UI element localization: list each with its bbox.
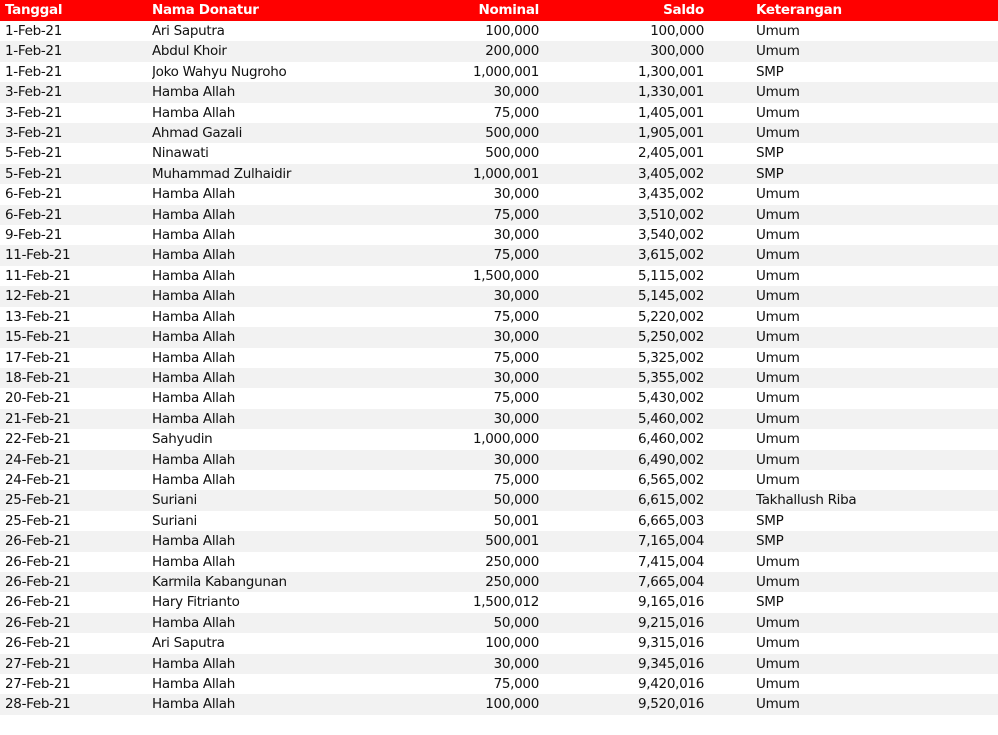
cell-tanggal[interactable]: 1-Feb-21	[0, 62, 152, 82]
cell-saldo[interactable]: 6,460,002	[539, 429, 704, 449]
cell-tanggal[interactable]: 3-Feb-21	[0, 103, 152, 123]
table-row	[0, 450, 998, 470]
cell-saldo[interactable]: 3,615,002	[539, 245, 704, 265]
cell-nama-donatur[interactable]: Hamba Allah	[152, 82, 432, 102]
cell-saldo[interactable]: 100,000	[539, 21, 704, 41]
cell-nominal[interactable]: 500,000	[432, 123, 539, 143]
cell-nominal[interactable]: 50,001	[432, 511, 539, 531]
table-row	[0, 245, 998, 265]
cell-nama-donatur[interactable]: Ari Saputra	[152, 21, 432, 41]
table-row	[0, 143, 998, 163]
cell-tanggal[interactable]: 24-Feb-21	[0, 470, 152, 490]
cell-spacer	[704, 552, 756, 572]
cell-keterangan[interactable]: Takhallush Riba	[756, 490, 998, 510]
cell-spacer	[704, 409, 756, 429]
cell-saldo[interactable]: 5,115,002	[539, 266, 704, 286]
cell-tanggal[interactable]: 1-Feb-21	[0, 21, 152, 41]
cell-saldo[interactable]: 9,315,016	[539, 633, 704, 653]
table-row	[0, 62, 998, 82]
table-row	[0, 82, 998, 102]
cell-saldo[interactable]: 9,420,016	[539, 674, 704, 694]
cell-nama-donatur[interactable]: Hamba Allah	[152, 388, 432, 408]
cell-nominal[interactable]: 75,000	[432, 674, 539, 694]
table-row	[0, 164, 998, 184]
cell-nominal[interactable]: 100,000	[432, 21, 539, 41]
cell-spacer	[704, 511, 756, 531]
cell-saldo[interactable]: 5,460,002	[539, 409, 704, 429]
cell-keterangan[interactable]: Umum	[756, 613, 998, 633]
cell-tanggal[interactable]: 24-Feb-21	[0, 450, 152, 470]
cell-nominal[interactable]: 1,500,012	[432, 592, 539, 612]
cell-spacer	[704, 429, 756, 449]
cell-nama-donatur[interactable]: Hamba Allah	[152, 266, 432, 286]
cell-nama-donatur[interactable]: Karmila Kabangunan	[152, 572, 432, 592]
cell-spacer	[704, 388, 756, 408]
cell-tanggal[interactable]: 26-Feb-21	[0, 633, 152, 653]
column-spacer	[704, 0, 756, 21]
cell-keterangan[interactable]: Umum	[756, 123, 998, 143]
table-row	[0, 592, 998, 612]
table-row	[0, 225, 998, 245]
cell-nominal[interactable]: 100,000	[432, 633, 539, 653]
cell-spacer	[704, 307, 756, 327]
cell-nama-donatur[interactable]: Hamba Allah	[152, 552, 432, 572]
table-row	[0, 266, 998, 286]
cell-nama-donatur[interactable]: Muhammad Zulhaidir	[152, 164, 432, 184]
cell-keterangan[interactable]: Umum	[756, 205, 998, 225]
cell-nominal[interactable]: 75,000	[432, 388, 539, 408]
cell-keterangan[interactable]: Umum	[756, 184, 998, 204]
cell-saldo[interactable]: 7,165,004	[539, 531, 704, 551]
table-row	[0, 429, 998, 449]
table-row	[0, 205, 998, 225]
column-header-nominal[interactable]: Nominal	[432, 0, 539, 21]
cell-nama-donatur[interactable]: Hamba Allah	[152, 409, 432, 429]
table-row	[0, 633, 998, 653]
cell-keterangan[interactable]: Umum	[756, 307, 998, 327]
cell-tanggal[interactable]: 25-Feb-21	[0, 490, 152, 510]
cell-tanggal[interactable]: 26-Feb-21	[0, 552, 152, 572]
cell-nominal[interactable]: 75,000	[432, 245, 539, 265]
cell-nama-donatur[interactable]: Abdul Khoir	[152, 41, 432, 61]
cell-spacer	[704, 327, 756, 347]
cell-nama-donatur[interactable]: Hamba Allah	[152, 470, 432, 490]
cell-spacer	[704, 654, 756, 674]
cell-spacer	[704, 674, 756, 694]
table-body	[0, 21, 998, 715]
cell-keterangan[interactable]: Umum	[756, 21, 998, 41]
cell-nominal[interactable]: 30,000	[432, 82, 539, 102]
cell-nama-donatur[interactable]: Ninawati	[152, 143, 432, 163]
cell-nama-donatur[interactable]: Ahmad Gazali	[152, 123, 432, 143]
cell-spacer	[704, 103, 756, 123]
cell-keterangan[interactable]: SMP	[756, 164, 998, 184]
cell-nominal[interactable]: 75,000	[432, 307, 539, 327]
cell-tanggal[interactable]: 26-Feb-21	[0, 613, 152, 633]
column-header-keterangan[interactable]: Keterangan	[756, 0, 998, 21]
cell-tanggal[interactable]: 11-Feb-21	[0, 245, 152, 265]
cell-nama-donatur[interactable]: Hamba Allah	[152, 205, 432, 225]
column-header-nama-donatur[interactable]: Nama Donatur	[152, 0, 432, 21]
cell-tanggal[interactable]: 5-Feb-21	[0, 143, 152, 163]
cell-tanggal[interactable]: 17-Feb-21	[0, 348, 152, 368]
cell-nominal[interactable]: 30,000	[432, 184, 539, 204]
cell-saldo[interactable]: 5,220,002	[539, 307, 704, 327]
cell-spacer	[704, 633, 756, 653]
cell-keterangan[interactable]: SMP	[756, 143, 998, 163]
cell-spacer	[704, 143, 756, 163]
table-row	[0, 409, 998, 429]
table-row	[0, 552, 998, 572]
cell-saldo[interactable]: 6,490,002	[539, 450, 704, 470]
cell-tanggal[interactable]: 26-Feb-21	[0, 572, 152, 592]
table-row	[0, 613, 998, 633]
table-row	[0, 103, 998, 123]
table-row	[0, 694, 998, 714]
cell-tanggal[interactable]: 20-Feb-21	[0, 388, 152, 408]
cell-spacer	[704, 62, 756, 82]
cell-saldo[interactable]: 9,345,016	[539, 654, 704, 674]
table-row	[0, 388, 998, 408]
table-row	[0, 674, 998, 694]
cell-spacer	[704, 41, 756, 61]
cell-keterangan[interactable]: Umum	[756, 245, 998, 265]
cell-nominal[interactable]: 30,000	[432, 286, 539, 306]
table-row	[0, 572, 998, 592]
cell-nominal[interactable]: 1,000,001	[432, 62, 539, 82]
table-row	[0, 531, 998, 551]
cell-saldo[interactable]: 7,415,004	[539, 552, 704, 572]
cell-saldo[interactable]: 9,520,016	[539, 694, 704, 714]
cell-saldo[interactable]: 3,510,002	[539, 205, 704, 225]
cell-keterangan[interactable]: Umum	[756, 470, 998, 490]
cell-spacer	[704, 572, 756, 592]
cell-spacer	[704, 694, 756, 714]
cell-nama-donatur[interactable]: Hamba Allah	[152, 307, 432, 327]
table-row	[0, 470, 998, 490]
cell-tanggal[interactable]: 21-Feb-21	[0, 409, 152, 429]
cell-nominal[interactable]: 100,000	[432, 694, 539, 714]
cell-nama-donatur[interactable]: Hamba Allah	[152, 103, 432, 123]
cell-saldo[interactable]: 6,565,002	[539, 470, 704, 490]
cell-nominal[interactable]: 30,000	[432, 450, 539, 470]
cell-nominal[interactable]: 1,000,001	[432, 164, 539, 184]
cell-nama-donatur[interactable]: Hamba Allah	[152, 531, 432, 551]
cell-tanggal[interactable]: 11-Feb-21	[0, 266, 152, 286]
header-row	[0, 0, 998, 21]
cell-keterangan[interactable]: Umum	[756, 450, 998, 470]
cell-nama-donatur[interactable]: Hamba Allah	[152, 245, 432, 265]
cell-tanggal[interactable]: 18-Feb-21	[0, 368, 152, 388]
cell-spacer	[704, 592, 756, 612]
cell-spacer	[704, 225, 756, 245]
cell-spacer	[704, 82, 756, 102]
table-row	[0, 123, 998, 143]
cell-saldo[interactable]: 7,665,004	[539, 572, 704, 592]
cell-tanggal[interactable]: 15-Feb-21	[0, 327, 152, 347]
cell-nominal[interactable]: 250,000	[432, 552, 539, 572]
cell-keterangan[interactable]: SMP	[756, 592, 998, 612]
cell-nominal[interactable]: 200,000	[432, 41, 539, 61]
cell-keterangan[interactable]: Umum	[756, 429, 998, 449]
table-row	[0, 327, 998, 347]
cell-spacer	[704, 123, 756, 143]
cell-saldo[interactable]: 1,300,001	[539, 62, 704, 82]
table-row	[0, 654, 998, 674]
cell-saldo[interactable]: 300,000	[539, 41, 704, 61]
table-row	[0, 511, 998, 531]
cell-nominal[interactable]: 30,000	[432, 409, 539, 429]
cell-keterangan[interactable]: SMP	[756, 62, 998, 82]
cell-spacer	[704, 184, 756, 204]
cell-keterangan[interactable]: Umum	[756, 266, 998, 286]
cell-nominal[interactable]: 500,000	[432, 143, 539, 163]
cell-spacer	[704, 368, 756, 388]
cell-nominal[interactable]: 30,000	[432, 368, 539, 388]
cell-nama-donatur[interactable]: Hamba Allah	[152, 694, 432, 714]
cell-tanggal[interactable]: 6-Feb-21	[0, 184, 152, 204]
cell-saldo[interactable]: 1,405,001	[539, 103, 704, 123]
cell-nominal[interactable]: 75,000	[432, 470, 539, 490]
cell-keterangan[interactable]: Umum	[756, 654, 998, 674]
cell-spacer	[704, 490, 756, 510]
cell-nominal[interactable]: 1,500,000	[432, 266, 539, 286]
cell-tanggal[interactable]: 5-Feb-21	[0, 164, 152, 184]
cell-nominal[interactable]: 250,000	[432, 572, 539, 592]
cell-keterangan[interactable]: Umum	[756, 103, 998, 123]
table-row	[0, 286, 998, 306]
cell-nominal[interactable]: 75,000	[432, 103, 539, 123]
cell-nama-donatur[interactable]: Hamba Allah	[152, 327, 432, 347]
cell-nama-donatur[interactable]: Hamba Allah	[152, 348, 432, 368]
cell-keterangan[interactable]: Umum	[756, 327, 998, 347]
cell-saldo[interactable]: 5,355,002	[539, 368, 704, 388]
cell-keterangan[interactable]: SMP	[756, 531, 998, 551]
cell-tanggal[interactable]: 26-Feb-21	[0, 531, 152, 551]
column-header-tanggal[interactable]: Tanggal	[0, 0, 152, 21]
table-row	[0, 307, 998, 327]
cell-saldo[interactable]: 5,145,002	[539, 286, 704, 306]
cell-tanggal[interactable]: 6-Feb-21	[0, 205, 152, 225]
cell-nominal[interactable]: 30,000	[432, 225, 539, 245]
cell-tanggal[interactable]: 3-Feb-21	[0, 123, 152, 143]
cell-nominal[interactable]: 30,000	[432, 654, 539, 674]
cell-keterangan[interactable]: Umum	[756, 82, 998, 102]
cell-keterangan[interactable]: Umum	[756, 368, 998, 388]
cell-spacer	[704, 205, 756, 225]
table-row	[0, 348, 998, 368]
table-row	[0, 490, 998, 510]
cell-tanggal[interactable]: 13-Feb-21	[0, 307, 152, 327]
cell-spacer	[704, 286, 756, 306]
cell-nama-donatur[interactable]: Ari Saputra	[152, 633, 432, 653]
cell-nama-donatur[interactable]: Hamba Allah	[152, 368, 432, 388]
cell-spacer	[704, 21, 756, 41]
cell-nama-donatur[interactable]: Hamba Allah	[152, 225, 432, 245]
cell-keterangan[interactable]: Umum	[756, 41, 998, 61]
cell-saldo[interactable]: 5,325,002	[539, 348, 704, 368]
cell-saldo[interactable]: 9,165,016	[539, 592, 704, 612]
cell-saldo[interactable]: 6,615,002	[539, 490, 704, 510]
cell-keterangan[interactable]: Umum	[756, 225, 998, 245]
cell-tanggal[interactable]: 27-Feb-21	[0, 654, 152, 674]
cell-nama-donatur[interactable]: Joko Wahyu Nugroho	[152, 62, 432, 82]
cell-tanggal[interactable]: 1-Feb-21	[0, 41, 152, 61]
cell-saldo[interactable]: 5,430,002	[539, 388, 704, 408]
cell-nama-donatur[interactable]: Hary Fitrianto	[152, 592, 432, 612]
cell-nama-donatur[interactable]: Sahyudin	[152, 429, 432, 449]
cell-keterangan[interactable]: Umum	[756, 286, 998, 306]
cell-spacer	[704, 613, 756, 633]
cell-nama-donatur[interactable]: Hamba Allah	[152, 450, 432, 470]
cell-nominal[interactable]: 500,001	[432, 531, 539, 551]
cell-keterangan[interactable]: SMP	[756, 511, 998, 531]
cell-nama-donatur[interactable]: Suriani	[152, 490, 432, 510]
cell-keterangan[interactable]: Umum	[756, 674, 998, 694]
cell-tanggal[interactable]: 27-Feb-21	[0, 674, 152, 694]
cell-spacer	[704, 470, 756, 490]
cell-tanggal[interactable]: 25-Feb-21	[0, 511, 152, 531]
cell-spacer	[704, 348, 756, 368]
cell-tanggal[interactable]: 22-Feb-21	[0, 429, 152, 449]
cell-saldo[interactable]: 2,405,001	[539, 143, 704, 163]
cell-nominal[interactable]: 30,000	[432, 327, 539, 347]
cell-nominal[interactable]: 75,000	[432, 348, 539, 368]
cell-nama-donatur[interactable]: Suriani	[152, 511, 432, 531]
cell-saldo[interactable]: 3,435,002	[539, 184, 704, 204]
cell-nama-donatur[interactable]: Hamba Allah	[152, 613, 432, 633]
cell-spacer	[704, 450, 756, 470]
cell-saldo[interactable]: 1,330,001	[539, 82, 704, 102]
table-row	[0, 21, 998, 41]
cell-tanggal[interactable]: 3-Feb-21	[0, 82, 152, 102]
cell-keterangan[interactable]: Umum	[756, 348, 998, 368]
cell-keterangan[interactable]: Umum	[756, 388, 998, 408]
cell-saldo[interactable]: 1,905,001	[539, 123, 704, 143]
cell-spacer	[704, 266, 756, 286]
cell-spacer	[704, 164, 756, 184]
cell-nama-donatur[interactable]: Hamba Allah	[152, 674, 432, 694]
cell-nama-donatur[interactable]: Hamba Allah	[152, 654, 432, 674]
cell-tanggal[interactable]: 26-Feb-21	[0, 592, 152, 612]
cell-saldo[interactable]: 5,250,002	[539, 327, 704, 347]
cell-spacer	[704, 245, 756, 265]
table-row	[0, 41, 998, 61]
cell-keterangan[interactable]: Umum	[756, 633, 998, 653]
cell-spacer	[704, 531, 756, 551]
cell-nama-donatur[interactable]: Hamba Allah	[152, 184, 432, 204]
cell-saldo[interactable]: 3,540,002	[539, 225, 704, 245]
column-header-saldo[interactable]: Saldo	[539, 0, 704, 21]
cell-tanggal[interactable]: 12-Feb-21	[0, 286, 152, 306]
cell-keterangan[interactable]: Umum	[756, 552, 998, 572]
cell-nominal[interactable]: 1,000,000	[432, 429, 539, 449]
cell-nominal[interactable]: 75,000	[432, 205, 539, 225]
cell-keterangan[interactable]: Umum	[756, 572, 998, 592]
cell-tanggal[interactable]: 9-Feb-21	[0, 225, 152, 245]
cell-saldo[interactable]: 9,215,016	[539, 613, 704, 633]
cell-nominal[interactable]: 50,000	[432, 490, 539, 510]
cell-nominal[interactable]: 50,000	[432, 613, 539, 633]
cell-nama-donatur[interactable]: Hamba Allah	[152, 286, 432, 306]
cell-keterangan[interactable]: Umum	[756, 409, 998, 429]
cell-saldo[interactable]: 6,665,003	[539, 511, 704, 531]
table-row	[0, 184, 998, 204]
cell-tanggal[interactable]: 28-Feb-21	[0, 694, 152, 714]
table-row	[0, 368, 998, 388]
cell-saldo[interactable]: 3,405,002	[539, 164, 704, 184]
cell-keterangan[interactable]: Umum	[756, 694, 998, 714]
